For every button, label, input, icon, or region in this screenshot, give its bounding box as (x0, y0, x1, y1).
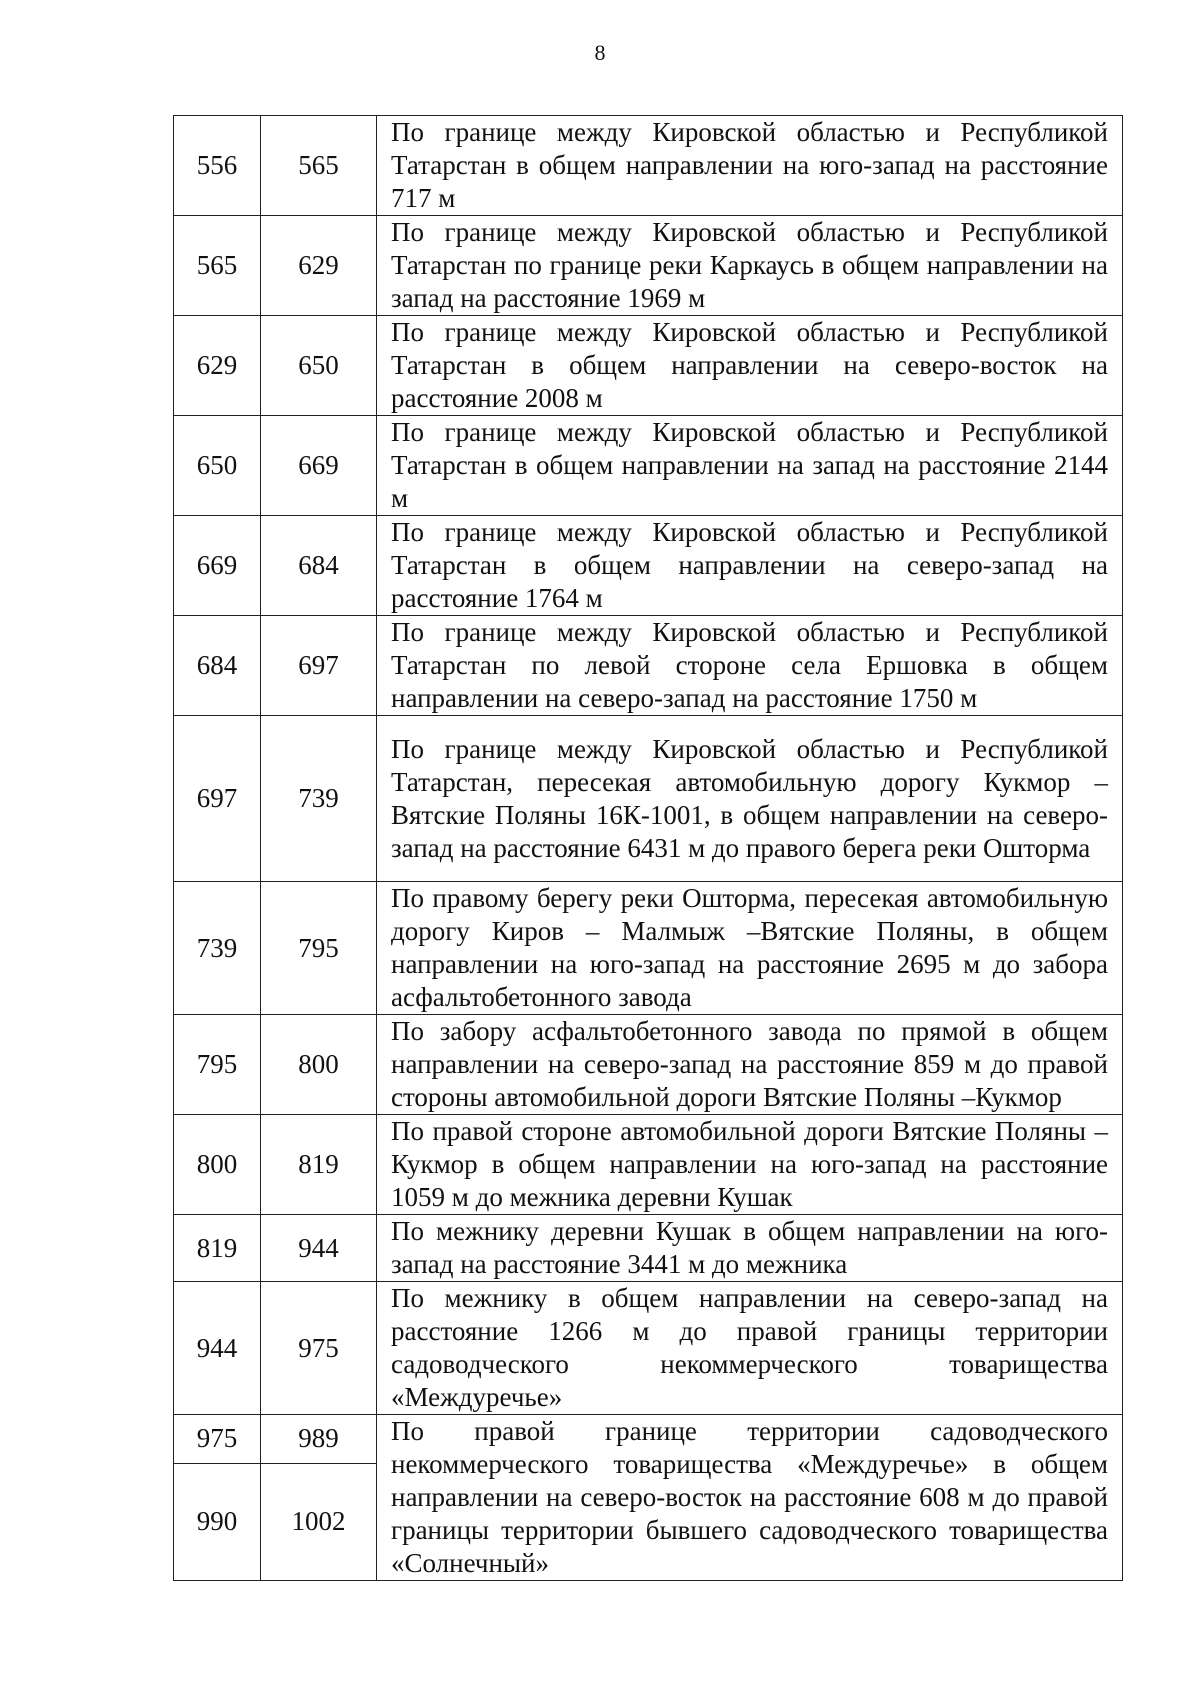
point-to: 975 (261, 1282, 377, 1415)
point-to: 650 (261, 316, 377, 416)
route-description: По границе между Кировской областью и Республикой Татарстан по границе реки Каркаусь в общем направлении на запад на расстояние 1969 м (377, 216, 1123, 316)
route-description: По границе между Кировской областью и Республикой Татарстан в общем направлении на юго-запад на расстояние 717 м (377, 116, 1123, 216)
table-row (174, 616, 1123, 716)
point-from: 975 (174, 1415, 261, 1464)
point-from: 944 (174, 1282, 261, 1415)
point-from: 556 (174, 116, 261, 216)
point-to: 669 (261, 416, 377, 516)
table-row (174, 1215, 1123, 1282)
point-from: 739 (174, 882, 261, 1015)
point-to: 629 (261, 216, 377, 316)
point-from: 669 (174, 516, 261, 616)
point-to: 684 (261, 516, 377, 616)
route-description: По забору асфальтобетонного завода по прямой в общем направлении на северо-запад на расстояние 859 м до правой стороны автомобильной дороги Вятские Поляны –Кукмор (377, 1015, 1123, 1115)
page-number: 8 (594, 40, 606, 65)
point-from: 650 (174, 416, 261, 516)
point-from: 629 (174, 316, 261, 416)
point-from: 795 (174, 1015, 261, 1115)
point-from: 684 (174, 616, 261, 716)
point-to: 697 (261, 616, 377, 716)
point-from: 990 (174, 1463, 261, 1580)
table-row (174, 882, 1123, 1015)
point-from: 565 (174, 216, 261, 316)
point-to: 800 (261, 1015, 377, 1115)
table-row (174, 316, 1123, 416)
route-description: По границе между Кировской областью и Республикой Татарстан, пересекая автомобильную дорогу Кукмор – Вятские Поляны 16К-1001, в общем направлении на северо-запад на расстояние 6431 м до правого берега реки Ошторма (377, 716, 1123, 882)
route-description: По границе между Кировской областью и Республикой Татарстан в общем направлении на северо-восток на расстояние 2008 м (377, 316, 1123, 416)
table-row (174, 1015, 1123, 1115)
table-row (174, 1415, 1123, 1464)
table-row (174, 416, 1123, 516)
point-from: 697 (174, 716, 261, 882)
table-row (174, 116, 1123, 216)
route-description: По межнику деревни Кушак в общем направлении на юго-запад на расстояние 3441 м до межника (377, 1215, 1123, 1282)
route-description: По границе между Кировской областью и Республикой Татарстан в общем направлении на северо-запад на расстояние 1764 м (377, 516, 1123, 616)
point-to: 989 (261, 1415, 377, 1464)
point-to: 795 (261, 882, 377, 1015)
route-description: По границе между Кировской областью и Республикой Татарстан в общем направлении на запад на расстояние 2144 м (377, 416, 1123, 516)
route-description: По границе между Кировской областью и Республикой Татарстан по левой стороне села Ершовка в общем направлении на северо-запад на расстояние 1750 м (377, 616, 1123, 716)
boundary-description-table (173, 115, 1123, 1581)
table-row (174, 516, 1123, 616)
table-row (174, 1282, 1123, 1415)
table-row (174, 716, 1123, 882)
table-row (174, 216, 1123, 316)
route-description: По правому берегу реки Ошторма, пересекая автомобильную дорогу Киров – Малмыж –Вятские Поляны, в общем направлении на юго-запад на расстояние 2695 м до забора асфальтобетонного завода (377, 882, 1123, 1015)
point-to: 565 (261, 116, 377, 216)
route-description: По межнику в общем направлении на северо-запад на расстояние 1266 м до правой границы территории садоводческого некоммерческого товарищества «Междуречье» (377, 1282, 1123, 1415)
point-to: 819 (261, 1115, 377, 1215)
route-description: По правой стороне автомобильной дороги Вятские Поляны – Кукмор в общем направлении на юго-запад на расстояние 1059 м до межника деревни Кушак (377, 1115, 1123, 1215)
route-description: По правой границе территории садоводческого некоммерческого товарищества «Междуречье» в общем направлении на северо-восток на расстояние 608 м до правой границы территории бывшего садоводческого товарищества «Солнечный» (377, 1415, 1123, 1581)
point-to: 1002 (261, 1463, 377, 1580)
table-row (174, 1115, 1123, 1215)
point-from: 819 (174, 1215, 261, 1282)
point-from: 800 (174, 1115, 261, 1215)
point-to: 944 (261, 1215, 377, 1282)
point-to: 739 (261, 716, 377, 882)
